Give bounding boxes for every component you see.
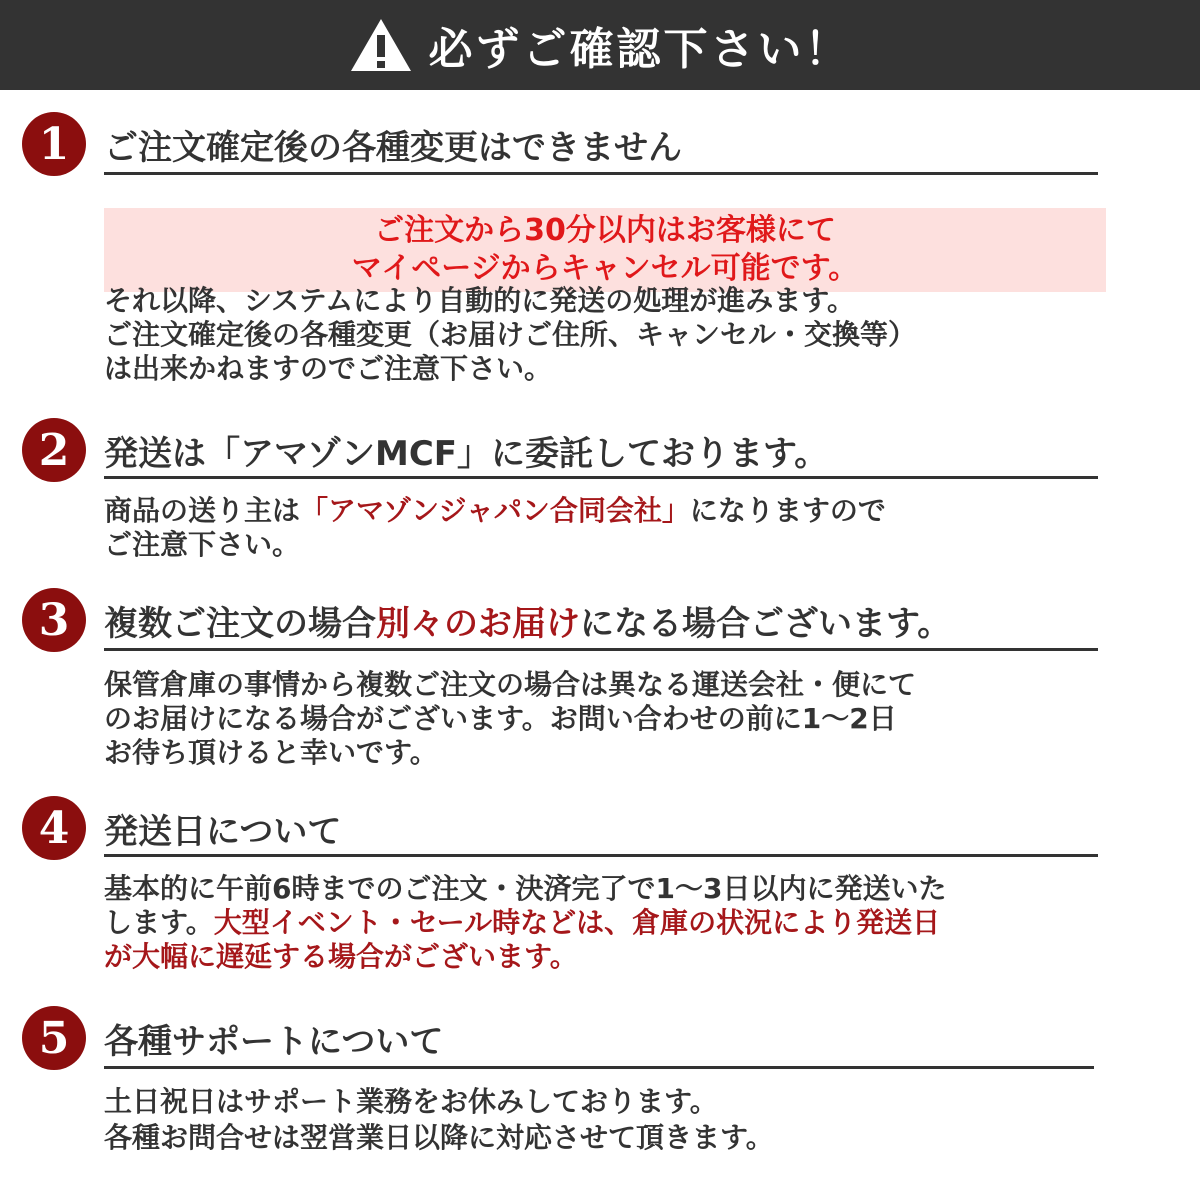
highlight-text: 別々のお届け [376,604,580,644]
page-title: 必ずご確認下さい！ [428,24,852,75]
title-text: になる場合ございます。 [580,604,952,644]
section-title: 各種サポートについて [104,1022,444,1062]
section-body [104,1084,774,1156]
section-title: 発送日について [104,812,342,852]
section-number-badge: 4 [22,796,86,860]
highlight-text: 「アマゾンジャパン合同会社」 [300,494,690,527]
section-divider [104,854,1098,857]
body-text: になりますので [689,494,886,527]
body-line: お待ち頂けると幸いです。 [104,736,438,769]
body-line: 基本的に午前6時までのご注文・決済完了で1〜3日以内に発送いた [104,872,947,905]
body-line: は出来かねますのでご注意下さい。 [104,352,553,385]
cancel-notice-box [104,208,1106,292]
body-line: 土日祝日はサポート業務をお休みしております。 [104,1085,718,1118]
body-line: それ以降、システムにより自動的に発送の処理が進みます。 [104,284,855,317]
section-body [104,494,886,562]
section-title [104,596,951,645]
body-line: ご注意下さい。 [104,528,301,561]
body-text: 商品の送り主は [104,494,301,527]
notice-line: マイページからキャンセル可能です。 [351,251,859,286]
body-line [104,494,886,528]
section-number-badge: 1 [22,112,86,176]
warning-triangle-icon [349,17,413,73]
section-number-badge: 3 [22,588,86,652]
title-text: 複数ご注文の場合 [104,604,376,644]
body-line [104,906,946,940]
section-body [104,284,916,386]
body-line: ご注文確定後の各種変更（お届けご住所、キャンセル・交換等） [104,318,917,351]
notice-line: ご注文から30分以内はお客様にて [374,213,836,248]
section-title: 発送は「アマゾンMCF」に委託しております。 [104,434,829,474]
section-divider [104,172,1098,175]
section-number-badge: 5 [22,1006,86,1070]
section-divider [104,476,1098,479]
header-bar [0,0,1200,90]
body-text: します。 [104,906,214,939]
section-body [104,668,916,770]
highlight-text: が大幅に遅延する場合がございます。 [104,940,578,973]
body-line: のお届けになる場合がございます。お問い合わせの前に1〜2日 [104,702,897,735]
body-line: 各種お問合せは翌営業日以降に対応させて頂きます。 [104,1121,774,1154]
body-line: 保管倉庫の事情から複数ご注文の場合は異なる運送会社・便にて [104,668,917,701]
highlight-text: 大型イベント・セール時などは、倉庫の状況により発送日 [213,906,941,939]
section-divider [104,1066,1094,1069]
section-divider [104,648,1098,651]
section-title: ご注文確定後の各種変更はできません [104,128,682,168]
section-body [104,872,946,974]
section-number-badge: 2 [22,418,86,482]
